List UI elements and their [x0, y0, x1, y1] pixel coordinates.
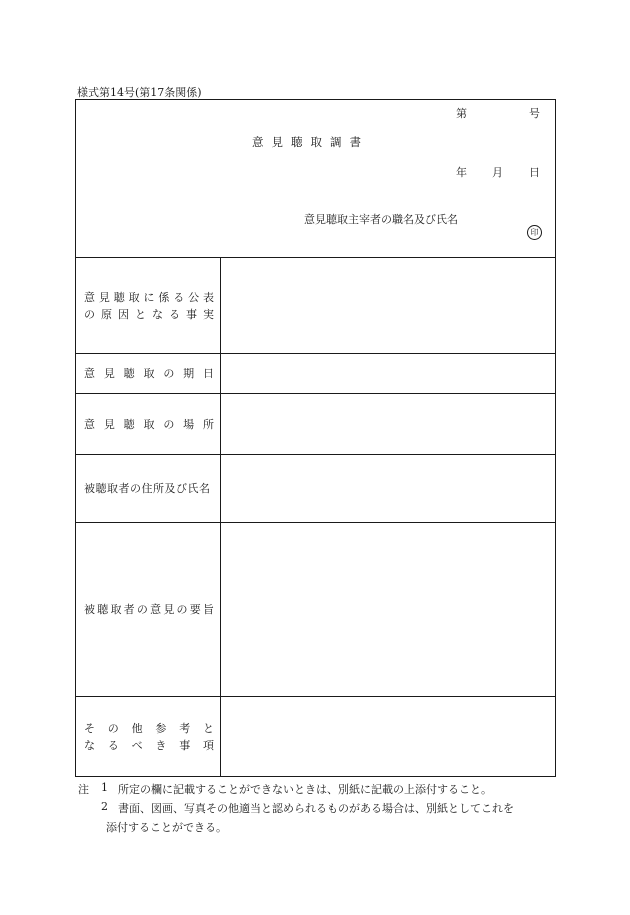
row-label-line: 被聴取者の住所及び氏名: [84, 482, 211, 495]
row-hearing-place: [76, 393, 555, 454]
presider-label: 意見聴取主宰者の職名及び氏名: [304, 213, 458, 226]
note-text: 所定の欄に記載することができないときは、別紙に記載の上添付すること。: [118, 783, 492, 796]
document-title: 意見聴取調書: [252, 135, 369, 149]
row-label-line: 意見聴取に係る公表: [84, 290, 214, 304]
hearing-place-field[interactable]: [221, 394, 555, 454]
row-hearing-date: [76, 353, 555, 393]
note-number: 2: [101, 800, 108, 813]
note-text: 書面、図画、写真その他適当と認められるものがある場合は、別紙としてこれを: [118, 802, 514, 815]
row-cause-of-publication: [76, 257, 555, 353]
row-hearee-address-name: [76, 454, 555, 522]
row-label-line: その他参考と: [84, 721, 214, 735]
number-suffix: 号: [529, 107, 540, 120]
row-label: [76, 697, 221, 776]
row-hearee-opinion-summary: [76, 522, 555, 696]
number-prefix: 第: [456, 107, 467, 120]
form-number-label: 様式第14号(第17条関係): [77, 86, 202, 99]
row-label-line: 意見聴取の場所: [84, 417, 214, 431]
hearing-date-field[interactable]: [221, 354, 555, 393]
hearing-record-form: [75, 99, 556, 777]
other-reference-matters-field[interactable]: [221, 697, 555, 776]
row-label: [76, 354, 221, 393]
row-label-line: 意見聴取の期日: [84, 367, 214, 380]
row-label-line: 被聴取者の意見の要旨: [84, 603, 214, 616]
row-label-line: の原因となる事実: [84, 307, 214, 321]
row-label: [76, 455, 221, 522]
row-other-reference-matters: [76, 696, 555, 776]
seal-mark-icon: 印: [527, 225, 542, 240]
form-header: [76, 100, 555, 257]
row-label: [76, 258, 221, 353]
hearee-address-name-field[interactable]: [221, 455, 555, 522]
row-label: [76, 523, 221, 696]
date-month: 月: [492, 166, 503, 179]
hearee-opinion-summary-field[interactable]: [221, 523, 555, 696]
note-text-continuation: 添付することができる。: [106, 821, 227, 834]
date-day: 日: [529, 166, 540, 179]
date-year: 年: [456, 166, 467, 179]
row-label-line: なるべき事項: [84, 738, 214, 752]
cause-of-publication-field[interactable]: [221, 258, 555, 353]
row-label: [76, 394, 221, 454]
notes-prefix: 注: [78, 783, 89, 796]
note-number: 1: [101, 781, 108, 794]
